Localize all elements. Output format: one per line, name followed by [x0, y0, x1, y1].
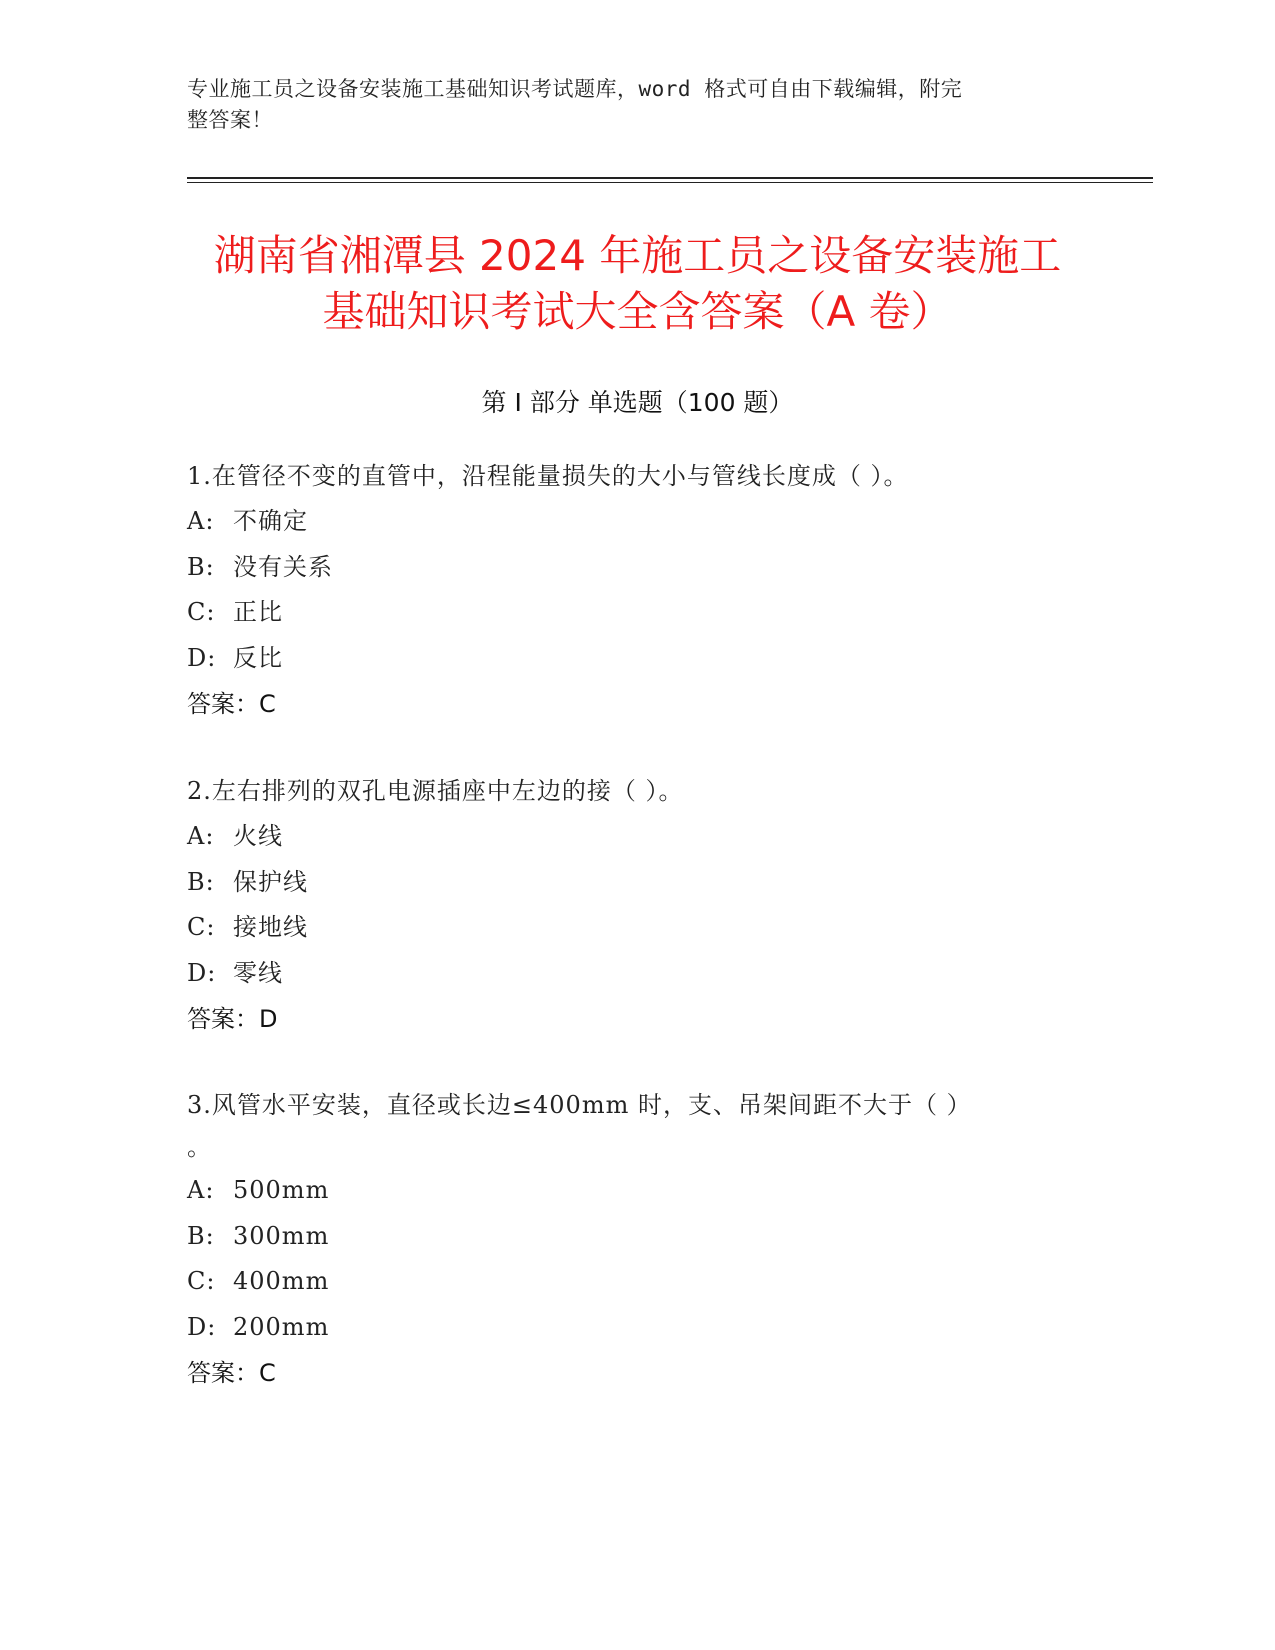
header-note-line-2: 整答案！	[187, 108, 273, 132]
option-d	[187, 636, 1087, 682]
option-text: 零线	[233, 958, 283, 987]
option-letter: C:	[187, 1267, 216, 1295]
document-title	[150, 228, 1125, 340]
option-b	[187, 860, 1087, 906]
question-3	[187, 1084, 1087, 1396]
question-1	[187, 453, 1087, 727]
option-text: 200mm	[233, 1312, 330, 1341]
section-heading: 第 I 部分 单选题（100 题）	[481, 388, 794, 417]
option-text: 不确定	[233, 507, 308, 535]
option-a	[187, 1168, 1087, 1214]
question-stem: 2.左右排列的双孔电源插座中左边的接（ ）。	[187, 777, 684, 805]
option-text: 火线	[233, 822, 283, 850]
option-letter: C:	[187, 913, 216, 941]
question-stem-line-1: 3.风管水平安装，直径或长边≤400mm 时，支、吊架间距不大于（ ）	[187, 1091, 972, 1119]
option-letter: B:	[187, 867, 215, 896]
option-text: 300mm	[233, 1221, 330, 1250]
header-note	[187, 74, 1067, 136]
option-a	[187, 814, 1087, 860]
option-letter: D:	[187, 643, 217, 672]
option-c	[187, 905, 1087, 951]
document-title-line-2: 基础知识考试大全含答案（A 卷）	[322, 287, 953, 336]
option-b	[187, 545, 1087, 591]
option-text: 没有关系	[233, 552, 333, 581]
option-text: 保护线	[233, 867, 308, 896]
answer-label: 答案：C	[187, 1359, 276, 1387]
question-stem	[187, 1084, 1087, 1168]
option-b	[187, 1214, 1087, 1260]
header-divider-thin	[187, 182, 1153, 183]
option-letter: B:	[187, 552, 215, 581]
option-letter: B:	[187, 1221, 215, 1250]
option-letter: C:	[187, 598, 216, 626]
question-2	[187, 768, 1087, 1042]
option-letter: D:	[187, 1312, 217, 1341]
answer-label: 答案：C	[187, 690, 276, 718]
option-c	[187, 590, 1087, 636]
option-letter: A:	[187, 507, 215, 535]
question-stem: 1.在管径不变的直管中，沿程能量损失的大小与管线长度成（ ）。	[187, 462, 909, 490]
question-stem-line-2: 。	[187, 1133, 212, 1161]
answer-label: 答案：D	[187, 1005, 278, 1033]
option-text: 500mm	[233, 1176, 330, 1204]
option-text: 接地线	[233, 913, 308, 941]
option-c	[187, 1259, 1087, 1305]
header-note-line-1: 专业施工员之设备安装施工基础知识考试题库，word 格式可自由下载编辑，附完	[187, 77, 963, 101]
option-letter: D:	[187, 958, 217, 987]
option-text: 正比	[233, 598, 283, 626]
option-text: 反比	[233, 643, 283, 672]
option-letter: A:	[187, 1176, 215, 1204]
option-d	[187, 1305, 1087, 1351]
option-a	[187, 499, 1087, 545]
option-d	[187, 951, 1087, 997]
option-letter: A:	[187, 822, 215, 850]
option-text: 400mm	[233, 1267, 330, 1295]
document-title-line-1: 湖南省湘潭县 2024 年施工员之设备安装施工	[213, 231, 1062, 280]
header-divider-thick	[187, 177, 1153, 179]
